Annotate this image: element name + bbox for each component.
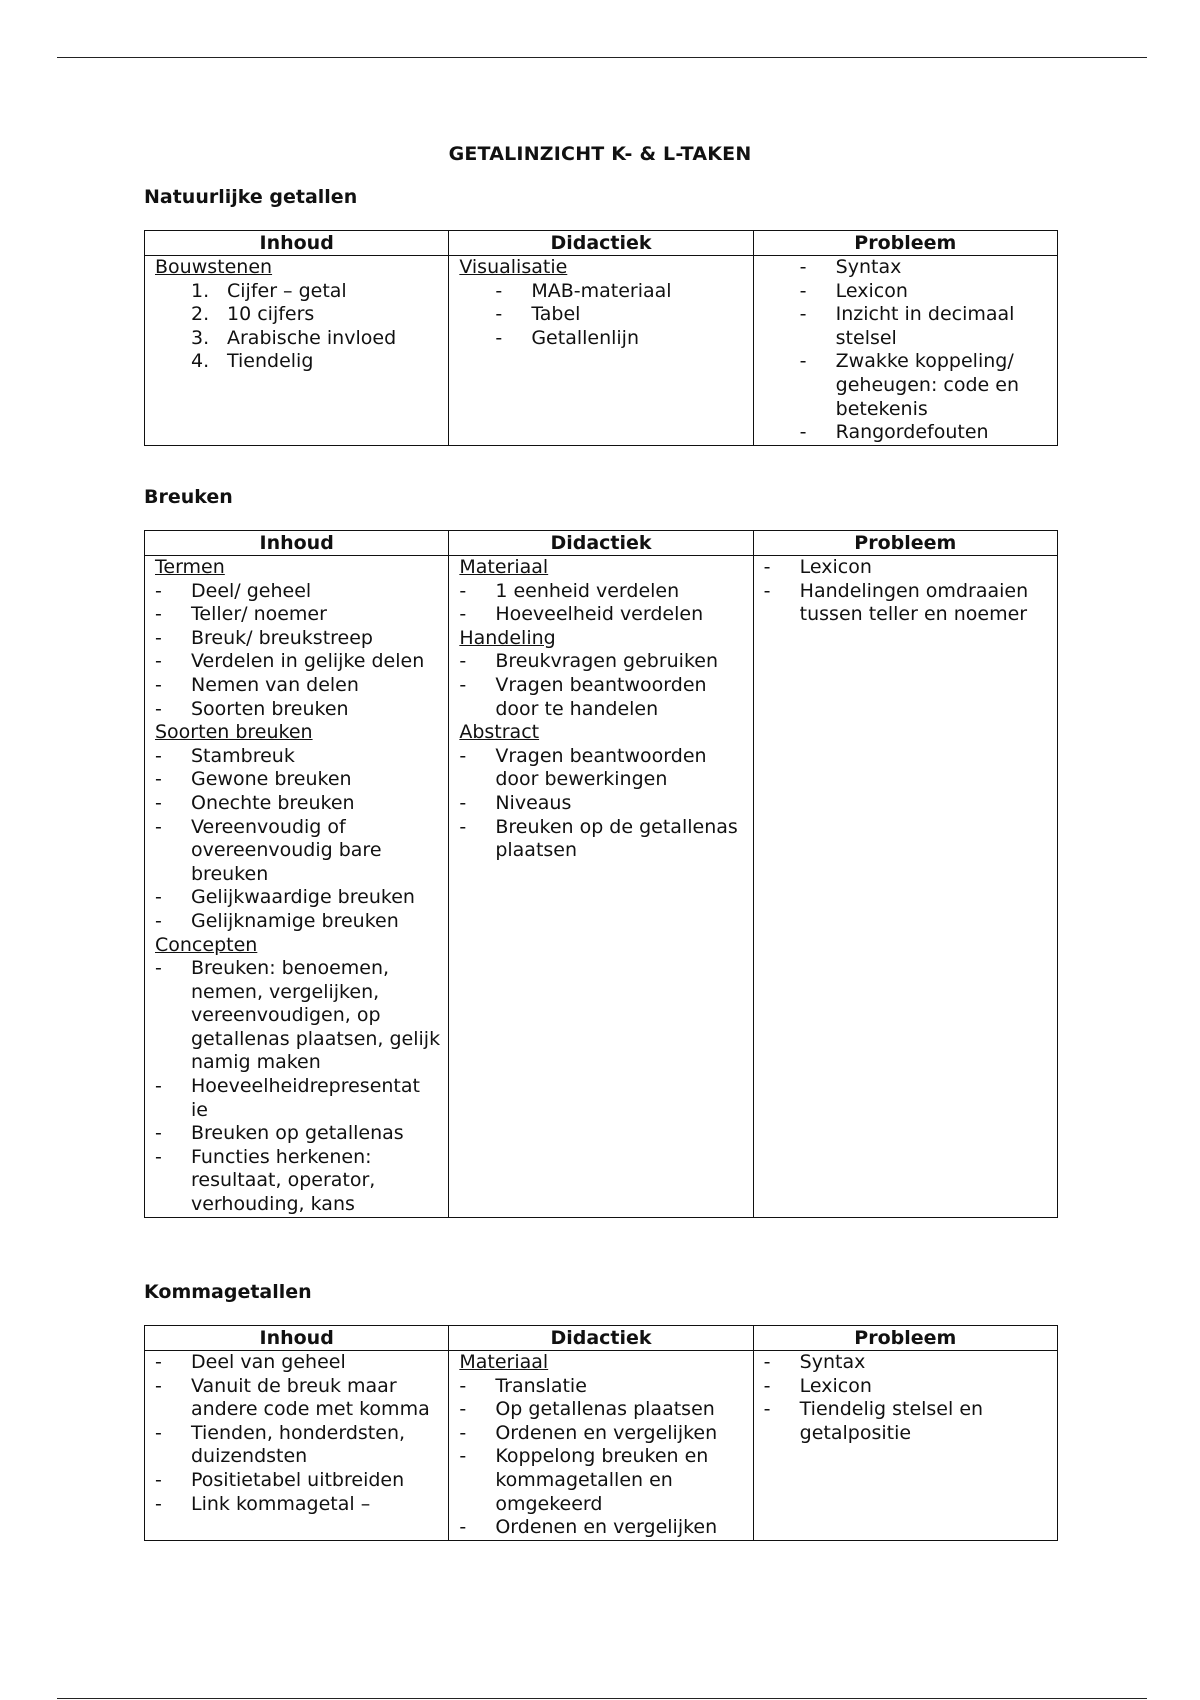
column-header-didactiek: Didactiek [449,231,753,256]
dash-list [459,1375,746,1540]
table-natuurlijke-getallen [144,230,1058,446]
list-item: - Rangordefouten [764,421,1051,445]
list-item: - Syntax [764,256,1051,280]
page-top-rule [57,57,1147,58]
column-header-inhoud: Inhoud [145,1326,449,1351]
list-item: - Soorten breuken [155,698,442,722]
list-item: - Onechte breuken [155,792,442,816]
list-item: - Syntax [764,1351,1051,1375]
table-row [145,1351,1058,1541]
list-item: - Breuk/ breukstreep [155,627,442,651]
list-item: - Koppelong breuken en kommagetallen en omgekeerd [459,1445,746,1516]
list-item: - Vragen beantwoorden door te handelen [459,674,746,721]
subheading-concepten: Concepten [155,933,258,956]
list-item: - Link kommagetal – [155,1493,442,1517]
list-item: - Tiendelig stelsel en getalpositie [764,1398,1051,1445]
list-item: - Vragen beantwoorden door bewerkingen [459,745,746,792]
column-header-didactiek: Didactiek [449,1326,753,1351]
column-header-probleem: Probleem [753,531,1057,556]
dash-list [764,556,1051,627]
list-item: - Ordenen en vergelijken [459,1516,746,1540]
cell-probleem [753,256,1057,446]
list-item: - Breuken op de getallenas plaatsen [459,816,746,863]
dash-list [155,745,442,934]
list-item: - Op getallenas plaatsen [459,1398,746,1422]
table-row [145,256,1058,446]
cell-didactiek [449,556,753,1218]
list-item: - Breukvragen gebruiken [459,650,746,674]
list-item: - Gelijkwaardige breuken [155,886,442,910]
list-item: - Positietabel uitbreiden [155,1469,442,1493]
column-header-probleem: Probleem [753,231,1057,256]
table-header-row [145,231,1058,256]
list-item: - Translatie [459,1375,746,1399]
cell-inhoud [145,1351,449,1541]
list-item: - Getallenlijn [459,327,746,351]
list-item: - Breuken: benoemen, nemen, vergelijken, vereenvoudigen, op getallenas plaatsen, gelijk namig maken [155,957,442,1075]
list-item: 4. Tiendelig [191,350,314,373]
column-header-inhoud: Inhoud [145,531,449,556]
list-item: - Hoeveelheid verdelen [459,603,746,627]
cell-didactiek [449,256,753,446]
dash-list [155,1351,442,1516]
list-item: - Lexicon [764,280,1051,304]
list-item: - Tienden, honderdsten, duizendsten [155,1422,442,1469]
cell-inhoud [145,256,449,446]
subheading-handeling: Handeling [459,626,556,649]
section-heading-natuurlijke-getallen: Natuurlijke getallen [144,186,358,208]
column-header-probleem: Probleem [753,1326,1057,1351]
numbered-list [155,280,442,374]
dash-list [459,650,746,721]
list-item: - 1 eenheid verdelen [459,580,746,604]
list-item: - Vanuit de breuk maar andere code met komma [155,1375,442,1422]
column-header-inhoud: Inhoud [145,231,449,256]
subheading-abstract: Abstract [459,721,540,744]
list-item: - Verdelen in gelijke delen [155,650,442,674]
list-item: - Stambreuk [155,745,442,769]
list-item: - Niveaus [459,792,746,816]
section-heading-kommagetallen: Kommagetallen [144,1281,312,1303]
cell-didactiek [449,1351,753,1541]
dash-list [459,745,746,863]
column-header-didactiek: Didactiek [449,531,753,556]
dash-list [459,580,746,627]
list-item: - Lexicon [764,1375,1051,1399]
list-item: 2. 10 cijfers [191,303,315,326]
table-header-row [145,1326,1058,1351]
list-item: - Vereenvoudig of overeenvoudig bare breuken [155,816,442,887]
list-item: - Deel/ geheel [155,580,442,604]
document-title: GETALINZICHT K- & L-TAKEN [448,143,752,165]
list-item: - Gewone breuken [155,768,442,792]
dash-list [764,1351,1051,1445]
dash-list [155,957,442,1217]
table-kommagetallen [144,1325,1058,1541]
list-item: - Inzicht in decimaal stelsel [764,303,1051,350]
subheading-visualisatie: Visualisatie [459,256,568,278]
list-item: - Handelingen omdraaien tussen teller en noemer [764,580,1051,627]
list-item: - Teller/ noemer [155,603,442,627]
list-item: - Breuken op getallenas [155,1122,442,1146]
list-item: - Tabel [459,303,746,327]
cell-inhoud [145,556,449,1218]
list-item: 1. Cijfer – getal [191,279,347,302]
dash-list [764,256,1051,445]
subheading-termen: Termen [155,556,225,578]
subheading-materiaal: Materiaal [459,556,549,578]
list-item: - Hoeveelheidrepresentat ie [155,1075,442,1122]
list-item: 3. Arabische invloed [191,326,397,349]
table-header-row [145,531,1058,556]
list-item: - Ordenen en vergelijken [459,1422,746,1446]
subheading-soorten-breuken: Soorten breuken [155,721,313,744]
dash-list [459,280,746,351]
cell-probleem [753,1351,1057,1541]
list-item: - MAB-materiaal [459,280,746,304]
page-bottom-rule [57,1698,1147,1699]
cell-probleem [753,556,1057,1218]
section-heading-breuken: Breuken [144,486,233,508]
list-item: - Gelijknamige breuken [155,910,442,934]
dash-list [155,580,442,722]
table-row [145,556,1058,1218]
list-item: - Functies herkenen: resultaat, operator, verhouding, kans [155,1146,442,1217]
subheading-materiaal: Materiaal [459,1351,549,1373]
subheading-bouwstenen: Bouwstenen [155,256,273,278]
table-breuken [144,530,1058,1218]
list-item: - Nemen van delen [155,674,442,698]
list-item: - Deel van geheel [155,1351,442,1375]
list-item: - Lexicon [764,556,1051,580]
list-item: - Zwakke koppeling/ geheugen: code en betekenis [764,350,1051,421]
